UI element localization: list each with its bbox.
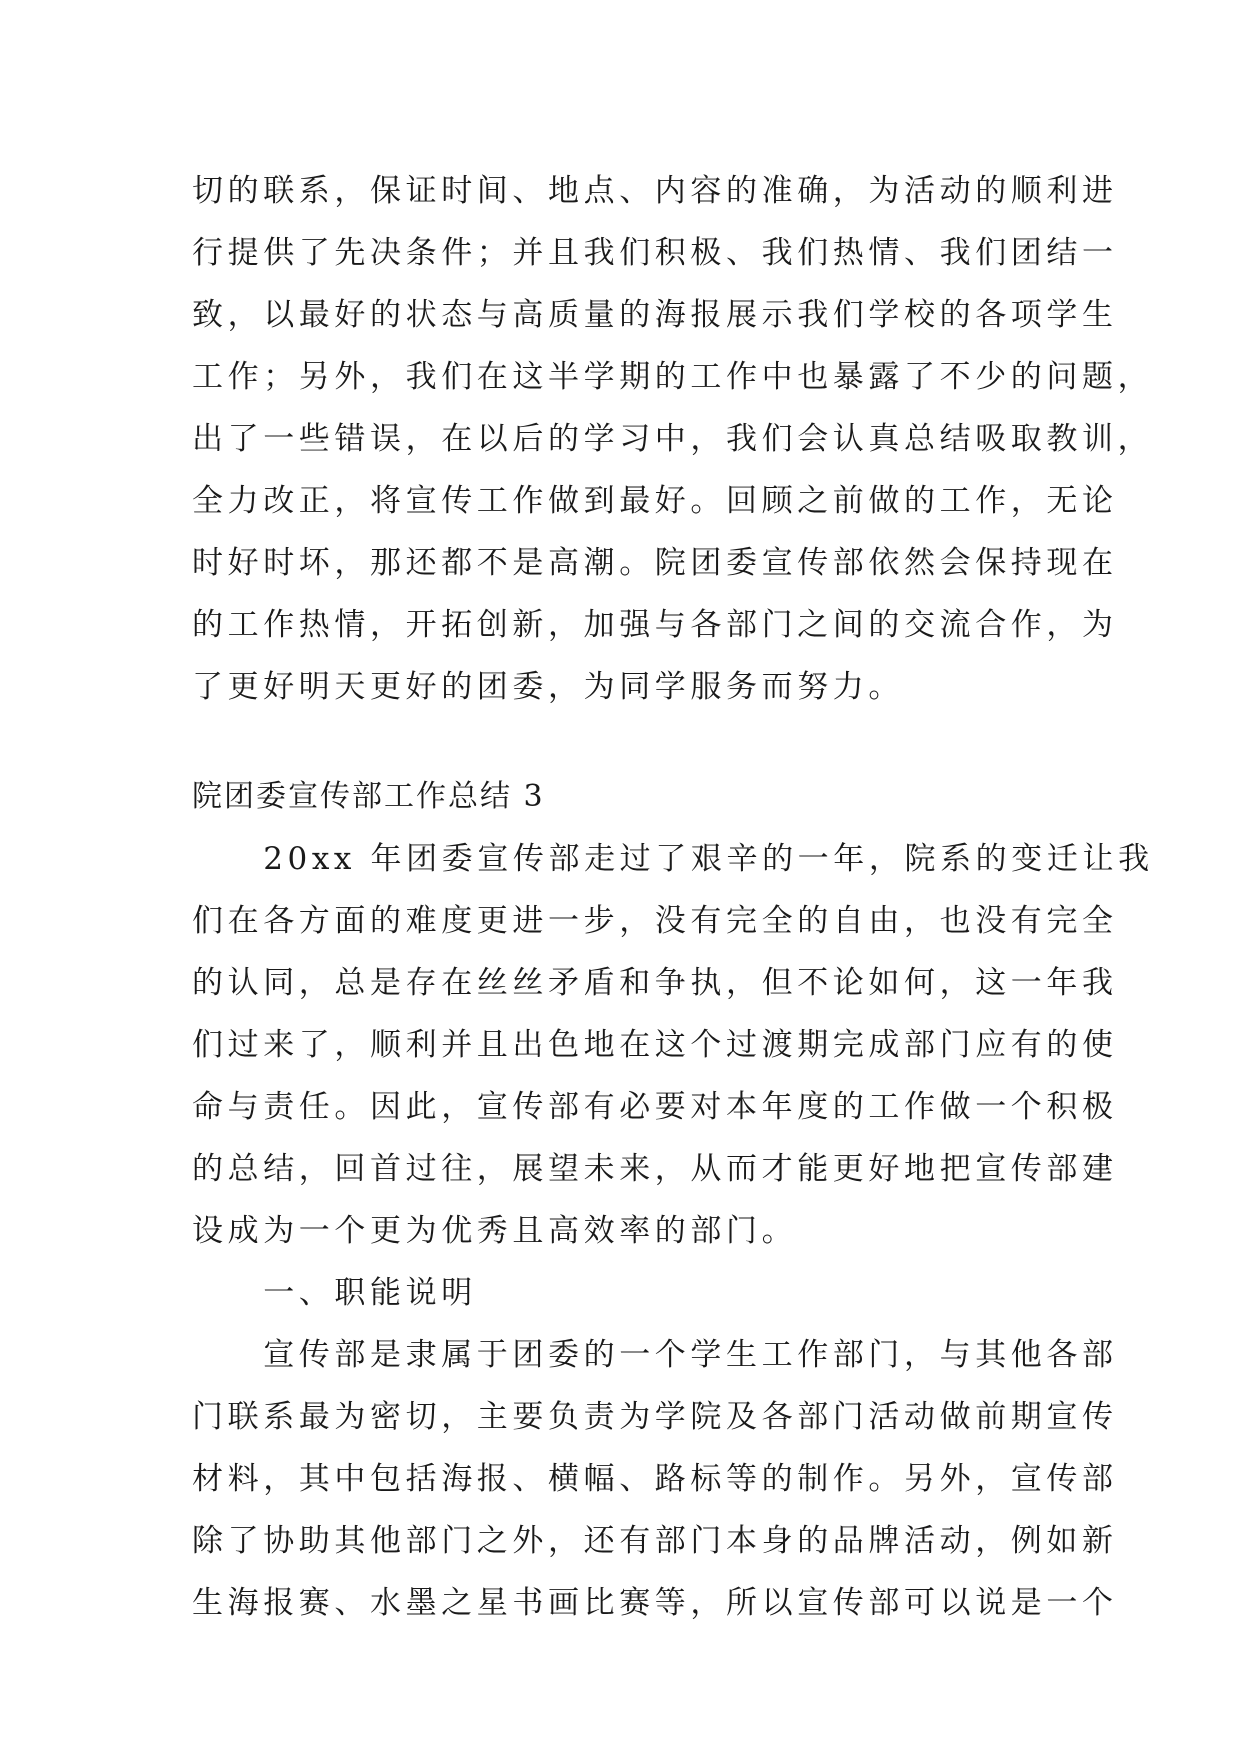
text-line: 的认同，总是存在丝丝矛盾和争执，但不论如何，这一年我 xyxy=(192,965,1118,1001)
text-line: 设成为一个更为优秀且高效率的部门。 xyxy=(192,1213,798,1249)
text-line: 除了协助其他部门之外，还有部门本身的品牌活动，例如新 xyxy=(192,1523,1118,1559)
text-line: 20xx 年团委宣传部走过了艰辛的一年，院系的变迁让我 xyxy=(192,841,1154,877)
text-line: 时好时坏，那还都不是高潮。院团委宣传部依然会保持现在 xyxy=(192,545,1118,581)
text-line: 们在各方面的难度更进一步，没有完全的自由，也没有完全 xyxy=(192,903,1118,939)
text-line: 门联系最为密切，主要负责为学院及各部门活动做前期宣传 xyxy=(192,1399,1118,1435)
text-line: 的工作热情，开拓创新，加强与各部门之间的交流合作，为 xyxy=(192,607,1118,643)
text-line: 材料，其中包括海报、横幅、路标等的制作。另外，宣传部 xyxy=(192,1461,1118,1497)
text-line: 宣传部是隶属于团委的一个学生工作部门，与其他各部 xyxy=(192,1337,1118,1373)
text-line: 出了一些错误，在以后的学习中，我们会认真总结吸取教训， xyxy=(192,421,1154,457)
text-line: 行提供了先决条件；并且我们积极、我们热情、我们团结一 xyxy=(192,235,1118,271)
text-line: 工作；另外，我们在这半学期的工作中也暴露了不少的问题， xyxy=(192,359,1154,395)
section-title: 院团委宣传部工作总结 3 xyxy=(192,779,545,814)
text-line: 了更好明天更好的团委，为同学服务而努力。 xyxy=(192,669,904,705)
text-line: 生海报赛、水墨之星书画比赛等，所以宣传部可以说是一个 xyxy=(192,1585,1118,1621)
document-page xyxy=(192,160,1154,1634)
text-line: 们过来了，顺利并且出色地在这个过渡期完成部门应有的使 xyxy=(192,1027,1118,1063)
paragraph-3 xyxy=(192,1324,1118,1634)
text-line: 的总结，回首过往，展望未来，从而才能更好地把宣传部建 xyxy=(192,1151,1118,1187)
paragraph-1 xyxy=(192,160,1154,718)
text-line: 切的联系，保证时间、地点、内容的准确，为活动的顺利进 xyxy=(192,173,1118,209)
subheading: 一、职能说明 xyxy=(192,1275,477,1311)
paragraph-2 xyxy=(192,828,1154,1262)
text-line: 全力改正，将宣传工作做到最好。回顾之前做的工作，无论 xyxy=(192,483,1118,519)
paragraph-gap xyxy=(192,718,1052,766)
text-line: 命与责任。因此，宣传部有必要对本年度的工作做一个积极 xyxy=(192,1089,1118,1125)
text-line: 致，以最好的状态与高质量的海报展示我们学校的各项学生 xyxy=(192,297,1118,333)
